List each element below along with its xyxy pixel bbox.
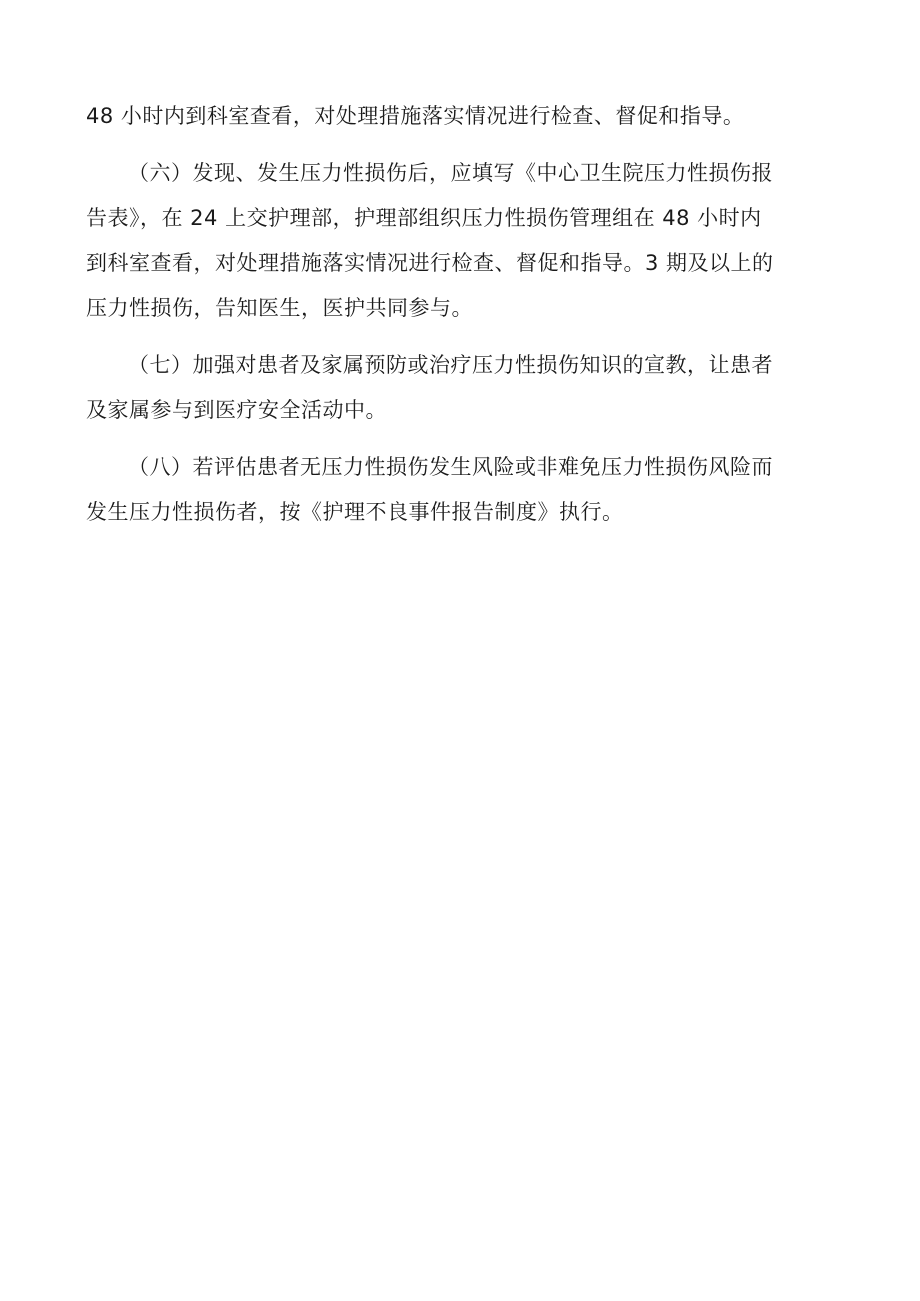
paragraph-item-8 [86, 445, 846, 535]
paragraph-line: 发生压力性损伤者，按《护理不良事件报告制度》执行。 [86, 500, 624, 524]
paragraph-line: （六）发现、发生压力性损伤后，应填写《中心卫生院压力性损伤报 [128, 161, 773, 185]
paragraph-continuation [86, 94, 846, 139]
paragraph-line: （八）若评估患者无压力性损伤发生风险或非难免压力性损伤风险而 [128, 455, 773, 479]
paragraph-item-7 [86, 343, 846, 433]
paragraph-line: 告表》，在 24 上交护理部，护理部组织压力性损伤管理组在 48 小时内 [86, 206, 762, 230]
paragraph-line: 48 小时内到科室查看，对处理措施落实情况进行检查、督促和指导。 [86, 104, 745, 128]
paragraph-line: （七）加强对患者及家属预防或治疗压力性损伤知识的宣教，让患者 [128, 353, 773, 377]
paragraph-item-6 [86, 151, 846, 331]
document-body [86, 94, 846, 535]
paragraph-line: 压力性损伤，告知医生，医护共同参与。 [86, 296, 473, 320]
paragraph-line: 到科室查看，对处理措施落实情况进行检查、督促和指导。3 期及以上的 [86, 251, 774, 275]
paragraph-line: 及家属参与到医疗安全活动中。 [86, 398, 387, 422]
